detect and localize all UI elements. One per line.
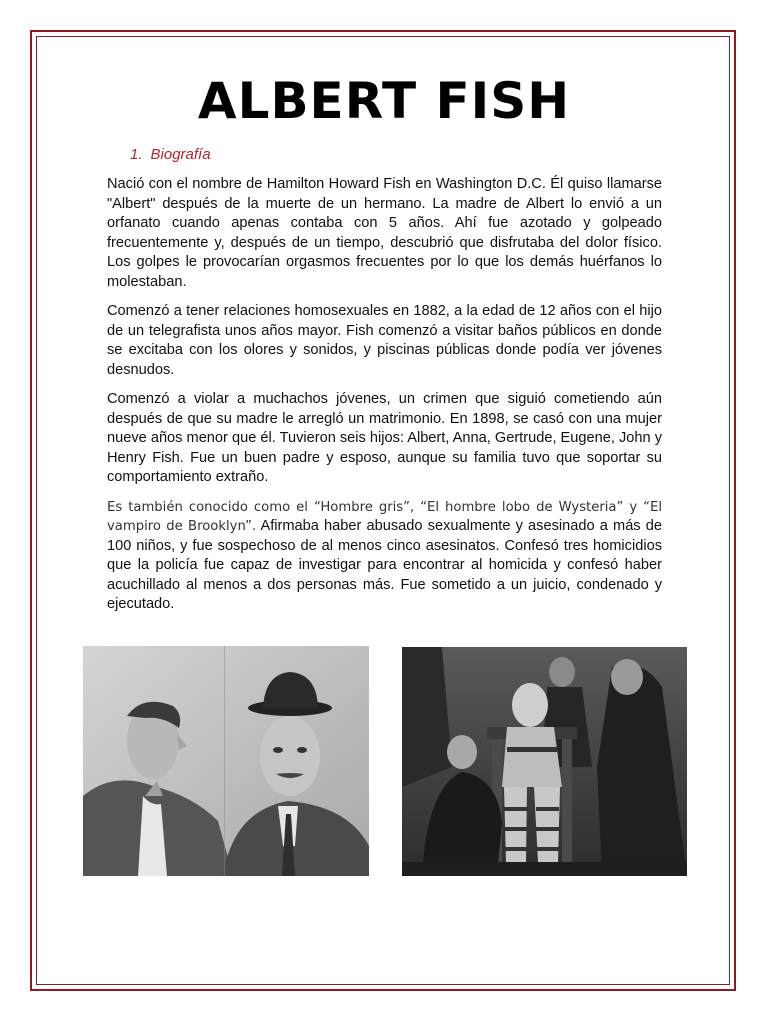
mugshot-photo xyxy=(83,646,369,876)
section-label: Biografía xyxy=(150,146,211,163)
paragraph-4-rest: Afirmaba haber abusado sexualmente y asesinado a más de 100 niños, y fue sospechoso de al menos cinco asesinatos. Confesó tres homicidios que la policía fue capaz de investigar para encontrar al homicida y confesó haber acuchillado al menos a dos personas más. Fue sometido a un juicio, condenado y ejecutado. xyxy=(107,518,662,612)
section-number: 1. xyxy=(130,146,143,163)
mugshot-illustration xyxy=(83,646,369,876)
paragraph-4-lead: Es también conocido como el “Hombre gris”, “El hombre lobo de Wysteria” y “El vampiro de Brooklyn”. xyxy=(107,499,662,534)
paragraph-2: Comenzó a tener relaciones homosexuales en 1882, a la edad de 12 años con el hijo de un telegrafista unos años mayor. Fish comenzó a visitar baños públicos en donde se excitaba con los olores y sonidos, y piscinas públicas donde podía ver jóvenes desnudos. xyxy=(107,303,662,378)
biography-text xyxy=(107,175,662,625)
document-title: ALBERT FISH xyxy=(197,72,571,130)
paragraph-1: Nació con el nombre de Hamilton Howard Fish en Washington D.C. Él quiso llamarse "Albert" después de la muerte de un hermano. La madre de Albert lo envió a un orfanato cuando apenas contaba con 5 años. Ahí fue azotado y golpeado frecuentemente y, después de un tiempo, descubrió que disfrutaba del dolor físico. Los golpes le provocarían orgasmos frecuentes por lo que los demás huérfanos lo molestaban. xyxy=(107,176,662,290)
paragraph-3: Comenzó a violar a muchachos jóvenes, un crimen que siguió cometiendo aún después de que su madre le arregló un matrimonio. En 1898, se casó con una mujer nueve años menor que él. Tuvieron seis hijos: Albert, Anna, Gertrude, Eugene, John y Henry Fish. Fue un buen padre y esposo, aunque su familia tuvo que soportar su comportamiento extraño. xyxy=(107,391,662,485)
execution-photo xyxy=(402,647,687,876)
execution-illustration xyxy=(402,647,687,876)
section-heading xyxy=(130,146,211,163)
paragraph-4 xyxy=(107,498,662,615)
